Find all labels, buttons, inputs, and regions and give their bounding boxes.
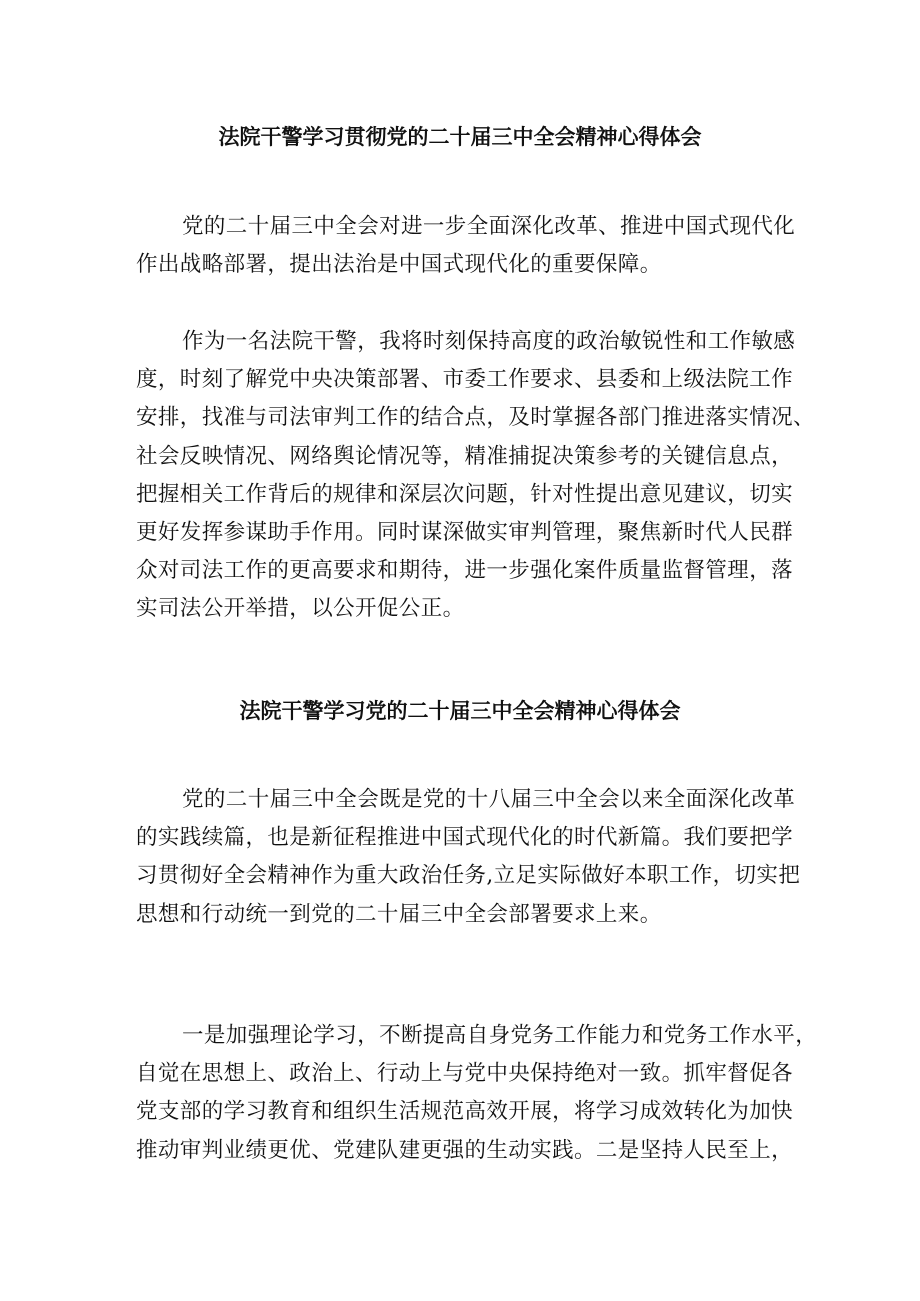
paragraph-line: 度，时刻了解党中央决策部署、市委工作要求、县委和上级法院工作 xyxy=(136,367,794,393)
section-title: 法院干警学习贯彻党的二十届三中全会精神心得体会 xyxy=(218,125,702,149)
paragraph-line: 更好发挥参谋助手作用。同时谋深做实审判管理，聚焦新时代人民群 xyxy=(136,520,794,546)
paragraph-line: 把握相关工作背后的规律和深层次问题，针对性提出意见建议，切实 xyxy=(136,481,794,507)
paragraph-line: 习贯彻好全会精神作为重大政治任务,立足实际做好本职工作，切实把 xyxy=(136,863,801,889)
paragraph-line: 众对司法工作的更高要求和期待，进一步强化案件质量监督管理，落 xyxy=(136,558,794,584)
paragraph-line: 社会反映情况、网络舆论情况等，精准捕捉决策参考的关键信息点， xyxy=(136,443,794,469)
paragraph-line: 自觉在思想上、政治上、行动上与党中央保持绝对一致。抓牢督促各 xyxy=(136,1061,794,1087)
paragraph-line: 思想和行动统一到党的二十届三中全会部署要求上来。 xyxy=(136,901,662,927)
paragraph-line: 一是加强理论学习，不断提高自身党务工作能力和党务工作水平， xyxy=(182,1023,818,1048)
paragraph-line: 作出战略部署，提出法治是中国式现代化的重要保障。 xyxy=(136,252,662,278)
paragraph xyxy=(136,323,815,629)
paragraph xyxy=(136,208,796,284)
section-title: 法院干警学习党的二十届三中全会精神心得体会 xyxy=(239,699,681,723)
paragraph xyxy=(136,781,801,934)
paragraph-line: 的实践续篇，也是新征程推进中国式现代化的时代新篇。我们要把学 xyxy=(136,825,794,851)
paragraph-line: 党的二十届三中全会既是党的十八届三中全会以来全面深化改革 xyxy=(182,787,796,812)
paragraph-line: 党支部的学习教育和组织生活规范高效开展，将学习成效转化为加快 xyxy=(136,1099,794,1125)
paragraph xyxy=(136,1017,818,1170)
paragraph-line: 党的二十届三中全会对进一步全面深化改革、推进中国式现代化 xyxy=(182,214,796,239)
paragraph-line: 作为一名法院干警，我将时刻保持高度的政治敏锐性和工作敏感 xyxy=(182,329,796,354)
paragraph-line: 推动审判业绩更优、党建队建更强的生动实践。二是坚持人民至上， xyxy=(136,1137,794,1163)
paragraph-line: 安排，找准与司法审判工作的结合点，及时掌握各部门推进落实情况、 xyxy=(136,405,815,431)
paragraph-line: 实司法公开举措，以公开促公正。 xyxy=(136,596,465,622)
